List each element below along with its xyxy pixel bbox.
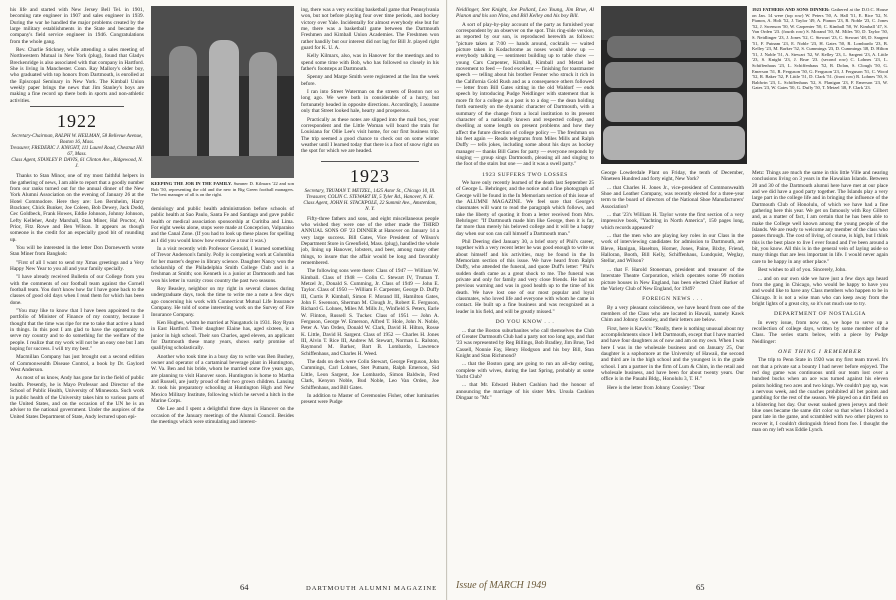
paragraph: Phil Deering died January 30, a brief story of Phil's career, together with a very recent letter he was good enough to write us about himself and his activities, may be found in the In Memoriam section of this issue. We have heard from Ralph Duffy, who attended the funeral, and quote Duff's letter: "Phil's sudden death came as a great shock to me. The funeral was private and only for family and very close friends. He had no previous warning and was in good health up to the time of his death. We have lost one of our most popular and loyal classmates, who loved life and everyone with whom he came in contact. He built up a fine business and was recognized as a leader in his field, and will be greatly missed." xyxy=(456,239,594,315)
paragraph: his life and started with New Jersey Bell Tel. in 1901, becoming rate engineer in 1907 and sales engineer in 1939. During the war he handled the major problems created by the large military establishments in the State and became the company's field service engineer in 1946. Congratulations from the whole gang. xyxy=(10,7,144,45)
class-agent: Class Agent, STANLEY P. DAVIS, 61 Clinton Ave., Ridgewood, N. J. xyxy=(11,158,143,170)
ground xyxy=(151,156,294,178)
paragraph: George Lowderdale Plant on Friday, the tenth of December, Nineteen Hundred and forty eight, New York? xyxy=(601,170,744,183)
class-year-heading: 1923 xyxy=(350,165,390,186)
paragraph: Here is the letter from Johnny Coonley: "Dear xyxy=(607,384,705,391)
paragraph: A sort of play-by-play account of the party as furnished your correspondent by an observer on the spot. This ring-side version, as reported by our son, is reproduced herewith as follows: "picture taken at 7:00 — hands around, cocktails — waited picture taken in Kodachrome as noses would show up — everybody talking — sentiment building up to table chow — young Cars Carpenter, Kimball, Kimball and Metzel led movement to feed — food excellent — finishing for toastmaster speech — telling about his brother Fenner who struck it rich in the California Gold Rush and as a consequence others followed — letter from Bill Gates sitting in the old Waldorf — ends speech by introducing Pudge Neidlinger with statement that is more fit for a college as a post is to a dog — the dean holding forth earnestly on the dynamic character of Dartmouth, with a summary of the change from a local institution to its present character of a nationally known and respected college, and dwelling at some length on present problems and how they affect the future direction of college policy — The freshman on his feet again — Reads telegrams from Miles Mills and Ralph Duffy — tells jokes, including some about his days as hockey manager — thanks Bill Gates for party — everyone responds by singing — group sings Dartmouth, pleasing all and singing to the foot of the stairs but one — and it was a swell party." xyxy=(456,21,594,168)
left-page-number: 64 xyxy=(240,582,249,592)
class-treasurer: Treasurer, FREDERIC J. KNIGHT, 111 Laurel Road, Chestnut Hill 67, Mass. xyxy=(10,146,144,158)
fathers-and-sons-photo xyxy=(601,6,747,164)
issue-label: Issue of MARCH 1949 xyxy=(456,580,547,591)
paragraph: Ken Hughes, whom he married at Naugatuck in 1931. Roy Ryan in East Hartford. Their daughter Elaine has, aged sixteen, is a junior in high school. Their son Charles, aged eleven, an applicant for Dartmouth these many years, shows early promise of qualifying scholastically. xyxy=(151,319,294,352)
right-column-1 xyxy=(456,7,594,575)
class-secretary: Secretary, TRUMAN T. METZEL, 1425 Astor St., Chicago 10, Ill. xyxy=(304,188,436,194)
caption-title: KEEPING THE JOB IN THE FAMILY. xyxy=(151,181,232,186)
class-year-heading: 1922 xyxy=(57,111,97,132)
paragraph: ing, there was a very exciting basketball game that Pennsylvania won, but not before playing four over time periods, and hockey victory over Yale. Incidentally for almost everybody else but for me, there was a basketball game between the Dartmouth Freshmen and Kimball Union Academies. The Freshmen won rather handily but our interest did not lag for Bill Jr. played right guard for K. U. A. xyxy=(301,7,439,52)
photo-caption xyxy=(752,7,888,91)
paragraph: Neidlinger, Stet Knight, Joe Pollard, Leo Young, Jim Brue, Al Pianon and his son Nino, and Bill Kelley and his boy Bill. xyxy=(456,7,594,20)
paragraph: We have only recently learned of the death last September 25 of George L. Behringer, and the notice and a fine photograph of George will be found in the In Memoriam section of this issue of the ALUMNI MAGAZINE. We feel sure that George's classmates will want to read the paragraph which follows, and take the liberty of quoting it from a letter received from Mrs. Behringer: "If Dartmouth made him like George, then it is far, far more than merely his beloved college and it will be a happy day when our son can call himself a Dartmouth man." xyxy=(456,179,594,237)
paragraph: ... that F. Harold Stoneman, president and treasurer of the Interstate Theatre Corporation, which operates some 99 motion picture houses in New England, has been elected Chief Barker of the Variety Club of New England, for 1949? xyxy=(601,266,744,292)
paragraph: "I have already received Bulletin of our College from you with the comments of our football team against the Cornell football team. You don't know how far I have gone back to the classes of good old days when I read them for which has been done. xyxy=(10,274,144,306)
class-agent: Class Agent, JOHN H. STACKPOLE, 22 Summit Ave., Amsterdam, N. Y. xyxy=(303,200,437,212)
paragraph: Rev. Charlie Stickney, while attending a sales meeting of Northwestern Mutual in New York (plug), found that Gladys Breckenridge is also associated with that company in Hartford. She is living in Manchester. Conn. Ray Mallory's older boy, who graduated with top honors from Dartmouth, is enrolled at the Episcopal Seminary in New York. The Kimball Union weekly paper brings the news that Jim Stanley's boys are making a fine record up there both in sports and non-athletic activities. xyxy=(10,47,144,104)
photo-caption xyxy=(151,181,294,198)
magazine-name: DARTMOUTH ALUMNI MAGAZINE xyxy=(306,585,438,592)
group-row xyxy=(605,62,743,88)
section-heading: FOREIGN NEWS . . . xyxy=(642,296,703,303)
paragraph: Practically as these notes are slipped into the mail box, your correspondent and the Little Woman will board the train for Louisiana for Ollie Lee's visit home, for our first business trip. The trip seemed a good chance to check out on some winter weather until I learned today that there is a foot of snow right on the spot for which we are headed. xyxy=(301,116,439,155)
paragraph: You will be interested in the letter Don Dornewerth wrote Stan Miner from Bangkok: xyxy=(10,244,144,258)
left-column-3 xyxy=(301,7,439,575)
paragraph: In a visit recently with Professor Gerould, I learned something of Trevor Anderson's family. Polly is completing work at Columbia for her master's degree in library science. Daughter Nancy won the scholarship of the Philadelphia Smith College Club and is a freshman at Smith; son Kenneth is a junior at Dartmouth and has won his letter in varsity cross country the past two seasons. xyxy=(151,246,294,284)
paragraph: The following sons were there: Class of 1947 — William W. Kimball. Class of 1948 — Colin C. Stewart IV, Truman T. Metzel Jr., Donald S. Cumming, Jr. Class of 1949 — John E. Taylor. Class of 1950 — William F. Carpenter, George D. Duffy III, Curtis P. Kimball, Simon F. Morand III, Hamilton Gates, John F. Swenson, Sherman M. Clough Jr., Robert E. Ferguson, Richard G. Lohnes, Miles M. Mills Jr., Winfield S. Peters, Earle W. Flinton, Russell S. Tucker. Class of 1951 — John A. Ferguson, George W. Emerson, Alfred T. Hole, John N. Noble, Peter A. Van Orden, Donald W. Clark, David H. Hilton, Rosse K. Little, David H. Sargent. Class of 1952 — Charles H. Jones III, Alvin T. Rice III, Andrew M. Stewart, Norman L. Ralston, Raymond M. Barker, Bart B. Lombardo, Lawrence Schiffenhaus, and Charles H. Weed. xyxy=(301,268,439,357)
group-row xyxy=(603,126,745,160)
paragraph: ... that '23's William H. Taylor wrote the first section of a very impressive book, "Yachting in North America", 150 pages long, which records appeared? xyxy=(601,212,744,231)
paragraph: Roy Beasley, neighbor on my right in several classes during undergraduate days, took the time to write me a note a few days ago concerning his work with Connecticut Mutual Life Insurance Company. He told of some interesting work on the Survey of Fire Insurance Company. xyxy=(151,286,294,318)
paragraph: ... that Charles H. Jones Jr., vice-president of Commonwealth Shoe and Leather Company, was recently elected for a three-year term to the board of directors of the National Shoe Manufacturers' Association? xyxy=(601,184,744,210)
paragraph: "You may like to know that I have been appointed to the portfolio of Minister of Finance of my country, because I thought that the time was ripe for me to take that active a hand in things. In this post I am glad to have the opportunity to serve my country and to do something for the welfare of the people. I realize that my work will not be an easy one but I am hoping for success. I will try my best." xyxy=(10,308,144,353)
paragraph: Thanks to Stan Minor, one of my most faithful helpers in the gathering of news, I am able to report that a goodly number from our ranks turned out for the annual dinner of the New York Alumni Association on the evening of January 26 at the Hotel Commodore. Here they are: Len Bernheim, Harry Brackner, Chick Bunker, Joe Coleen, Bob Dewey, Jack Dodd, Cec Goldbeck, Frank Howes, Eddie Johnson, Johnny Johnson, Lefty Kelleher, Andy Marshall, Stan Miner, Hal Proctor, Al Prior, Fitz Rowe and Ben Wilson. It appears as though someone is the credit for an especially good bit of rounding up. xyxy=(10,173,144,243)
paragraph: Fifty-three fathers and sons, and eight miscellaneous people who wished they were one of the other made the THIRD ANNUAL SONS OF '23 DINNER at Hanover on January 14 a very large success. Bill Gates, Vice President of Wilson's Department Store in Greenfield, Mass. (plug), handled the whole job, lining up Hanover, lobsters, and beer, among many other things, to insure that the affair would be long and favorably remembered. xyxy=(301,215,439,266)
paragraph: The trip to Penn State in 1920 was my first team travel. It's not that a private sat a bounty I had never before enjoyed. The red dog game was continuous until our team lost over a hundred bucks when an ace was turned against his eleven points holding two aces and two kings. We couldn't pay up, was a nervous week, and the coaches prohibited all bet points and gambling for the rest of the season. We played on a dirt field on a blistering hot day. Our sweat soaked green jerseys and their blue ones became the same dirt color so that when I blocked a punt late in the game, and scrambled with two other players to recover it, I couldn't distinguish friend from foe. I thought the man on my left was Eddie Lynch. xyxy=(752,357,888,434)
right-page xyxy=(448,0,896,600)
paragraph: In addition to Master of Ceremonies Fisher, other luminaries present were Pudge xyxy=(301,392,439,406)
caption-body: Sumner D. Kilmarx '22 and son Bob '50, representing the old and the new in Big Green football managers. The best manager of all is on the right. xyxy=(151,181,295,198)
paragraph: demiology and public health administration before schools of public health at Sao Paulo, Santa Fe and Santiago and gave public health or medical association sponsorship at Curitiba and Lima. For eight weeks alone, stops were made at Concepcion, Valparaiso and the Canal Zone. (If you had to look up these places for spelling as I did you would know how extensive a tour it was.) xyxy=(151,206,294,244)
section-heading: DO YOU KNOW . . . xyxy=(495,319,555,326)
person-figure xyxy=(209,40,239,166)
paragraph: Macmillan Company has just brought out a second edition of Commonwealth Disease Control, a book by Dr. Gaylord West Anderson. xyxy=(10,354,144,374)
paragraph: ... that the Boston gang are going to run an all-day outing, complete with wives, during the last Spring, probably at some Yacht Club? xyxy=(456,361,594,380)
paragraph: Ole Lee and I spent a delightful three days in Hanover on the occasion of the January meetings of the Alumni Council. Besides the meetings which were stimulating and interest- xyxy=(151,406,294,425)
paragraph: By a very pleasant coincidence, we have heard from one of the members of the Class who are located in Hawaii, namely Kawk Chim and Johnny Coonley, and their letters are below. xyxy=(601,304,744,324)
photo-background xyxy=(601,6,747,40)
football-managers-photo xyxy=(151,6,294,178)
caption-body: Gathered at the D.O.C. House on Jan. 14 were (top row) W. Peters '50, A. Hall '51, E. Rice '52, N. Pianon, A. Holt '52, J. Taylor '49, A. Pianon '23, R. Noble '23, C. Jones '52, J. Swenson '50, W. Carpenter '50, C. Kimball '50, W. Kimball '47, S. Van Orden '23. (fourth row) S. Morand '50, M. Miles '50, D. Taylor '50, S. Neidlinger '23, J. Jones '52, C. Stewart '23, C. Stewart '48, D. Sargent '51, F. Putnam '23, E. Noble '23, H. Gates '50, R. Lombardo '23, B. Kelley '23, M. Barker '52, S. Cummings '23, D. Cummings '48, D. Hilton '51, J. Noble '51, A. Stewart '52, W. Kelley '23, L. Sargent '23, A. Little '23, S. Knight '23, J. Brue '23. (second row) C. Lohnes '23, L. Schiffenhaus '23, L. Schiffenhaus '52, R. Dolan, S. Clough '50, G. Emerson '51, R. Ferguson '50, G. Ferguson '23, J. Ferguson '51, C. Wood '52, R. Baker '52, P. Little '51, D. Clark '51. (front row) R. Lohnes '50, S. Baldwin '23, L. Schiffenhaus '52, S. Flanigan '23, F. Emerson '23, W. Gates '23, W. Gates '50, G. Duffy '50, T. Metzel '48, F. Clark '23. xyxy=(752,7,888,91)
section-heading: ONE THING I REMEMBER xyxy=(778,348,862,355)
caption-title: 1923 FATHERS AND SONS DINNER: xyxy=(752,7,830,12)
class-treasurer: Treasurer, COLIN C. STEWART III, 5 Tyler Rd., Hanover, N. H. xyxy=(306,194,434,200)
paragraph: "First of all I want to send my Xmas greetings and a Very Happy New Year to you all and your family specially. xyxy=(10,259,144,272)
right-column-2 xyxy=(601,170,744,575)
person-figure xyxy=(169,46,197,166)
left-page xyxy=(0,0,447,600)
paragraph: ... and on our own side we have just a few days ago heard from the gang in Chicago, who would be happy to have you and would like to have any Class members who happen to be in Chicago. It is not a wise man who can keep away from the bright lights of a great city, so it's not much use to try. xyxy=(752,275,888,307)
paragraph: Spenny and Marge Smith were registered at the Inn the week before. xyxy=(301,74,439,87)
left-column-2 xyxy=(151,206,294,575)
paragraph: In every issue, from now on, we hope to serve up a recollection of college days, written by some member of the Class. The series starts below, with a piece by Pudge Neidlinger: xyxy=(752,319,888,345)
right-page-number: 65 xyxy=(696,582,705,592)
paragraph: The dads on deck were Colin Stewart, George Ferguson, John Cummings, Carl Lohnes, Stet Putnam, Ralph Emerson, Sid Little, Leon Sargent, Joe Lombardo, Simon Baldwin, Fred Clark, Kenyon Noble, Bud Noble, Leo Van Orden, Joe Schiffenhaus, and Bill Gates. xyxy=(301,359,439,391)
divider xyxy=(30,106,124,107)
paragraph: First, here is Kawk's: "Really, there is nothing unusual about my accomplishments since I left Dartmouth, except that I have married and have four daughters as of now and am on my own. When I was here I was in the wholesale business and on January 25, Our daughter is a sophomore at the University of Hawaii, the second and third are in the high school and the youngest is in the grade school. I am a partner in the firm of Lum & Chim, in the retail and wholesale business, and have been for about twenty years. Our office is in the Pauahi Bldg., Honolulu 3, T. H." xyxy=(601,325,744,383)
right-column-3 xyxy=(752,170,888,575)
section-heading: DEPARTMENT OF NOSTALGIA xyxy=(774,311,866,318)
paragraph: ... that the men who are playing key roles in our Class in the work of interviewing candidates for admission to Dartmouth, are Bleve, Hanigan, Haselton, Horner, Jones, Paine, Bixby, Friend, Halloran, Booth, Bill Kelly, Schiffenhaus, Lundquist, Weglay, Stellar, and Wilson? xyxy=(601,233,744,265)
divider xyxy=(321,161,419,162)
section-heading: 1923 SUFFERS TWO LOSSES xyxy=(482,171,568,178)
paragraph: ... that Mr. Edward Hubert Cashion had the honour of announcing the marriage of his sister Mrs. Ursula Cashion Dingaar to "Mr." xyxy=(456,382,594,401)
paragraph: Another who took time in a busy day to write was Ben Bushey, owner and operator of a cartaminal beverage plant in Huntington, W. Va. Ben and his bride, whom he married some five years ago, are planning to visit Hanover soon. Huntington is home to Martha and Russell, are justly proud of their two grown children. Lansing Jr. took his preparatory schooling at Huntington High and New Mexico Military Institute, following which he served a hitch in the Marine Corps. xyxy=(151,353,294,404)
left-column-1 xyxy=(10,7,144,575)
person-figure xyxy=(249,52,277,166)
paragraph: As most of us know, Andy has gone far in the field of public health. Presently, he is Mayo Professor and Director of the School of Public Health, University of Minnesota. Such work in public health of the University takes him to various parts of the United States, and on the occasion of the UN he is an adviser to the national government. Under the auspices of the United States Department of State, Andy lectured upon epi- xyxy=(10,375,144,420)
group-row xyxy=(607,36,741,58)
paragraph: Metz: Things are much the same in this little Ville and nearing conclusions living on 3 years in the Hawaiian Islands. Between 20 and 30 of the Dartmouth alumni here have met at our place and we did have a good party together. The Islands play a very large part in the college life and in bringing the influence of the Dartmouth Club of Honolulu, of which we have had a fine gathering here this year. We get on famously with Roy Gilbert and, as a matter of fact, I am certain that he has been able to make the College well known among the young people of the Islands. We are ready to welcome any member of the class who passes through. The cost of living, of course, is high, but I think this is the best place to live I ever found and I've been around a bit, you know. All this is in the general vein of laying aside so many things that are less important in life. I would never again care to be happy in any other place." xyxy=(752,170,888,265)
paragraph: Best wishes to all of you. Sincerely, John. xyxy=(758,267,847,274)
paragraph: I ran into Street Waterman on the streets of Boston not so long ago. We were both in considerable of a hurry, but fortunately headed in opposite directions. Accordingly, I assume only that Street looked hale, hearty and prosperous. xyxy=(301,89,439,115)
class-secretary: Secretary-Chairman, RALPH W. HEILMAN, 58 Bellevue Avenue, Boston 16, Mass. xyxy=(11,134,143,146)
group-row xyxy=(605,92,743,122)
paragraph: ... that the Boston suburbanites who call themselves the Club of Greater Dartmouth Club had a party not too long ago, and that '23 was represented by Reg Billings, Bob Bradley, Jim Brue, Ted Cassell, Nonnie Fay, Henry Hodgson and his boy Bill, Stan Knight and Stan Richmond? xyxy=(456,327,594,359)
paragraph: Kelly Kilmarx, also, was in Hanover for the meetings and to spend some time with Bob, who has followed so closely in his father's footsteps at Dartmouth. xyxy=(301,53,439,73)
